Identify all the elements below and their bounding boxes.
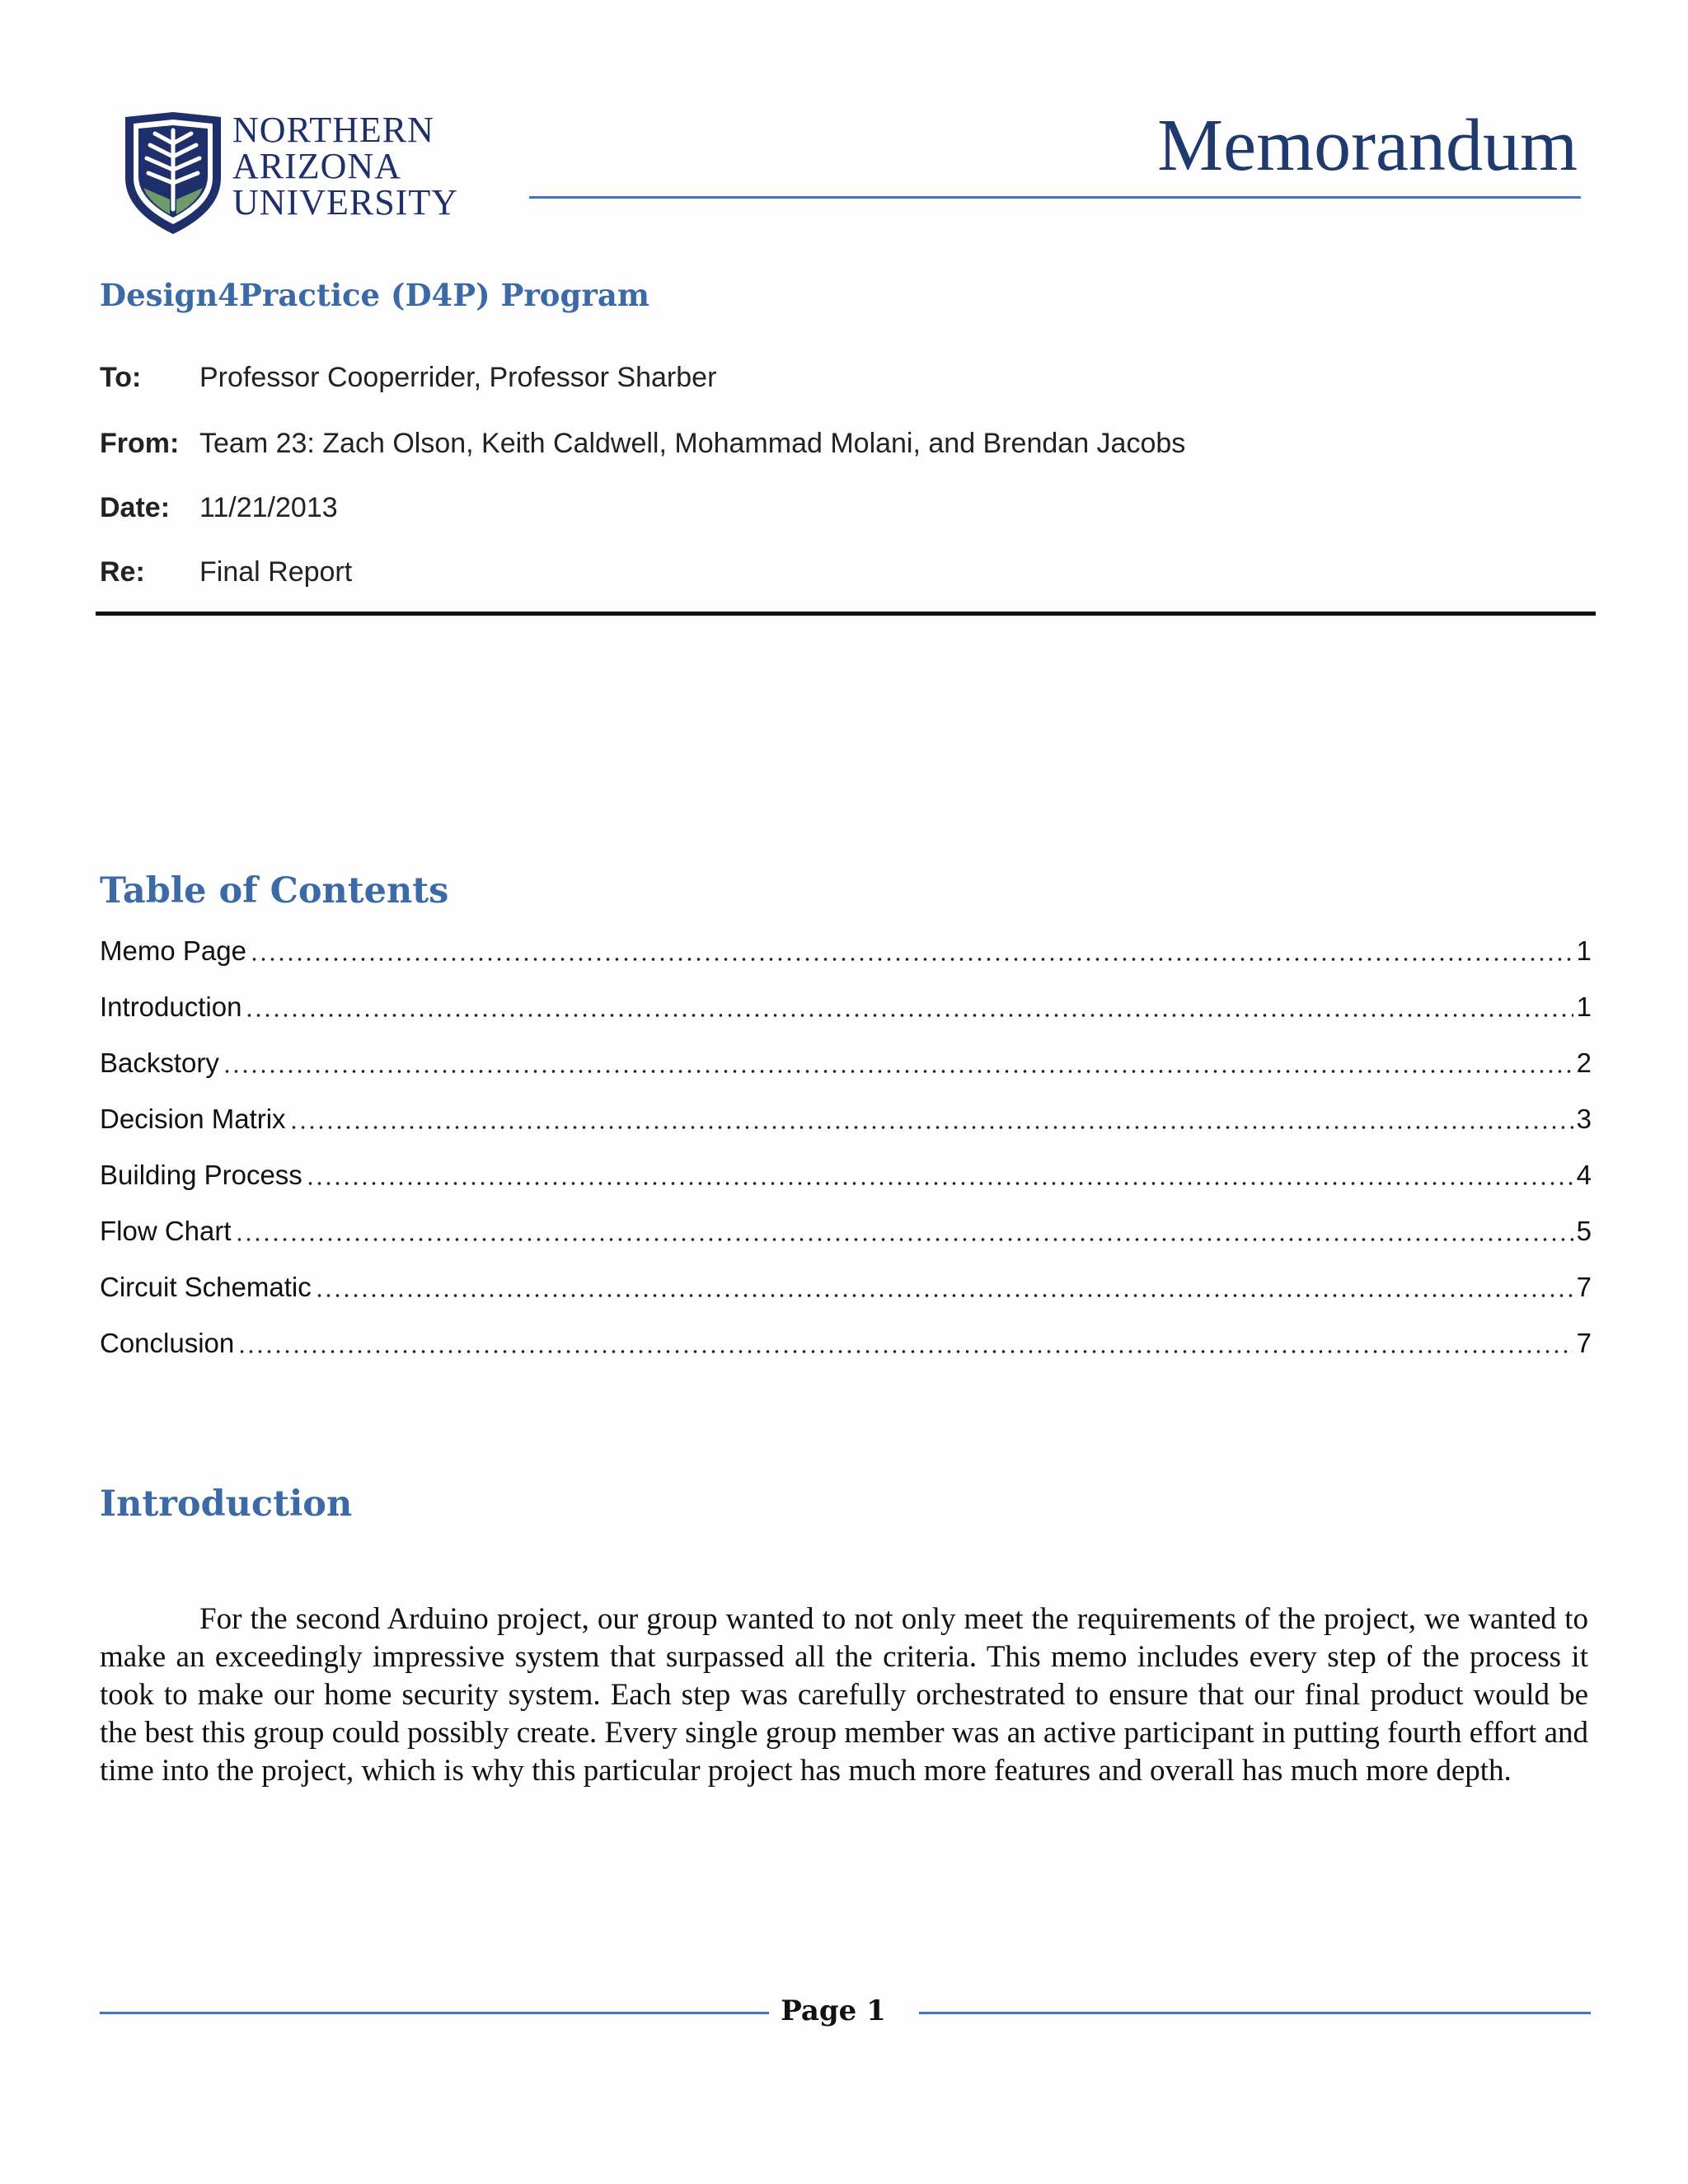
memo-date-label: Date: [100,492,171,523]
toc-item-label: Introduction [100,991,242,1022]
toc-item-page: 3 [1576,1104,1592,1134]
title-rule [529,196,1581,199]
introduction-heading: Introduction [100,1483,353,1525]
toc-item-label: Circuit Schematic [100,1272,312,1302]
nau-shield-icon [122,112,224,234]
memo-from-label: From: [100,428,180,459]
header-divider [96,612,1596,616]
toc-leader-dots [289,1105,1573,1133]
toc-item-flow-chart[interactable] [100,1203,1592,1259]
toc-leader-dots [245,993,1573,1021]
toc-heading: Table of Contents [100,870,449,912]
toc-leader-dots [315,1273,1573,1301]
toc-item-decision-matrix[interactable] [100,1091,1592,1147]
memo-re-label: Re: [100,556,145,588]
memo-re-value: Final Report [199,556,353,588]
logo-line-1: NORTHERN [232,110,434,150]
nau-logo [122,112,485,234]
toc-leader-dots [250,937,1573,965]
toc-leader-dots [235,1217,1573,1245]
toc-item-memo-page[interactable] [100,923,1592,979]
footer-rule-right [919,2012,1591,2014]
toc-list [100,923,1592,1371]
toc-item-page: 1 [1576,935,1592,966]
toc-leader-dots [306,1161,1573,1189]
nau-wordmark [232,112,458,221]
logo-line-2: ARIZONA [232,146,401,186]
toc-item-circuit-schematic[interactable] [100,1259,1592,1315]
page-number: Page 1 [781,1994,886,2027]
toc-item-label: Memo Page [100,935,246,966]
toc-leader-dots [223,1049,1573,1077]
memo-title: Memorandum [1157,105,1578,186]
toc-leader-dots [237,1329,1573,1357]
toc-item-introduction[interactable] [100,979,1592,1035]
toc-item-page: 5 [1576,1216,1592,1246]
toc-item-label: Flow Chart [100,1216,232,1246]
memo-from-value: Team 23: Zach Olson, Keith Caldwell, Mohammad Molani, and Brendan Jacobs [199,428,1186,459]
memo-to-label: To: [100,362,142,393]
toc-item-building-process[interactable] [100,1147,1592,1203]
footer-rule-left [100,2012,769,2014]
toc-item-conclusion[interactable] [100,1315,1592,1371]
toc-item-page: 2 [1576,1047,1592,1078]
toc-item-page: 4 [1576,1160,1592,1190]
logo-line-3: UNIVERSITY [232,182,458,223]
toc-item-label: Decision Matrix [100,1104,286,1134]
toc-item-label: Backstory [100,1047,219,1078]
memo-to-value: Professor Cooperrider, Professor Sharber [199,362,717,393]
toc-item-label: Conclusion [100,1328,235,1358]
toc-item-page: 7 [1576,1328,1592,1358]
toc-item-label: Building Process [100,1160,302,1190]
introduction-paragraph: For the second Arduino project, our group wanted to not only meet the requirements of the project, we wanted to make an exceedingly impressive system that surpassed all the criteria. This memo includes every step of the process it took to make our home security system. Each step was carefully orchestrated to ensure that our final product would be the best this group could possibly create. Every single group member was an active participant in putting fourth effort and time into the project, which is why this particular project has much more features and overall has much more depth. [100,1602,1588,1788]
toc-item-page: 7 [1576,1272,1592,1302]
program-heading: Design4Practice (D4P) Program [100,277,649,313]
memo-date-value: 11/21/2013 [199,492,338,523]
introduction-body [100,1601,1588,1790]
toc-item-backstory[interactable] [100,1035,1592,1091]
toc-item-page: 1 [1576,991,1592,1022]
